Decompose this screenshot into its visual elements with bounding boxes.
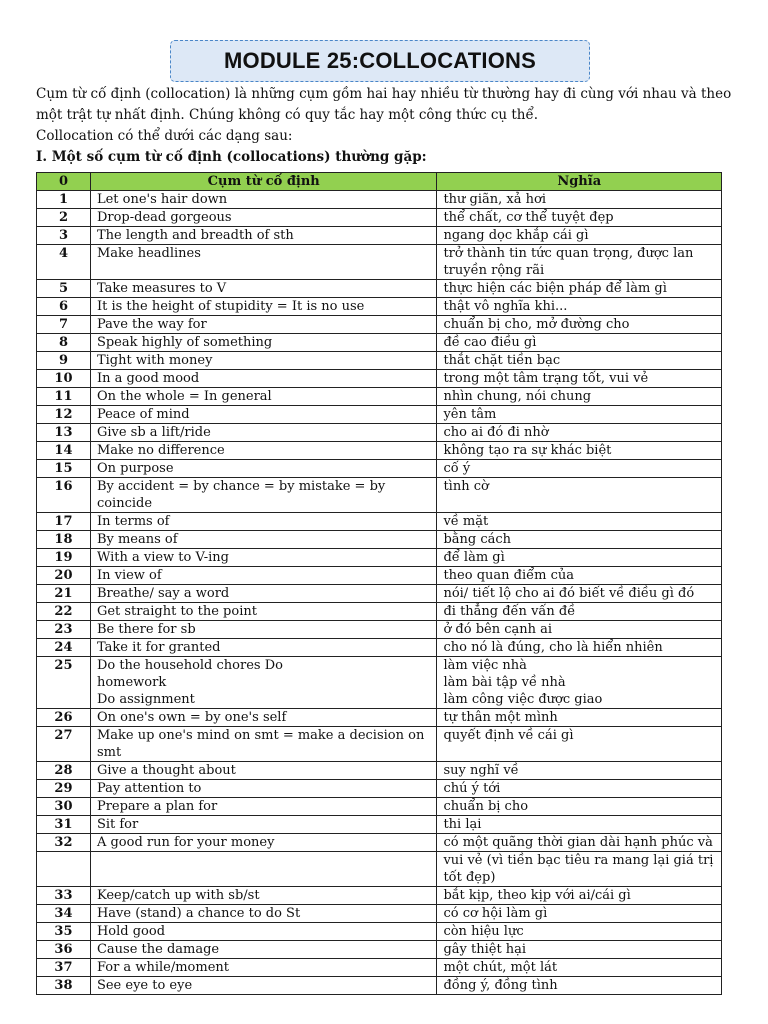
row-phrase: Peace of mind: [90, 406, 437, 424]
row-number: 24: [37, 639, 91, 657]
table-row: [37, 977, 722, 995]
table-body: [37, 191, 722, 995]
row-meaning: yên tâm: [437, 406, 722, 424]
row-phrase: By means of: [90, 531, 437, 549]
row-phrase: With a view to V-ing: [90, 549, 437, 567]
row-phrase: The length and breadth of sth: [90, 227, 437, 245]
row-number: [37, 852, 91, 887]
row-meaning: tự thân một mình: [437, 709, 722, 727]
row-phrase: Speak highly of something: [90, 334, 437, 352]
row-phrase: Tight with money: [90, 352, 437, 370]
row-number: 30: [37, 798, 91, 816]
table-row: [37, 834, 722, 852]
intro-paragraph: Cụm từ cố định (collocation) là những cụm gồm hai hay nhiều từ thường hay đi cùng với nhau và theo một trật tự nhất định. Chúng không có quy tắc hay một công thức cụ thể.: [36, 86, 732, 123]
row-meaning: đi thẳng đến vấn đề: [437, 603, 722, 621]
row-number: 6: [37, 298, 91, 316]
row-phrase: For a while/moment: [90, 959, 437, 977]
row-meaning: về mặt: [437, 513, 722, 531]
row-number: 27: [37, 727, 91, 762]
row-phrase: In view of: [90, 567, 437, 585]
row-meaning: thư giãn, xả hơi: [437, 191, 722, 209]
module-title-box: [170, 40, 590, 82]
row-number: 28: [37, 762, 91, 780]
row-number: 11: [37, 388, 91, 406]
table-row: [37, 567, 722, 585]
row-meaning: đề cao điều gì: [437, 334, 722, 352]
table-row: [37, 959, 722, 977]
row-phrase: Get straight to the point: [90, 603, 437, 621]
row-meaning: chuẩn bị cho, mở đường cho: [437, 316, 722, 334]
table-row: [37, 191, 722, 209]
table-row: [37, 352, 722, 370]
row-number: 13: [37, 424, 91, 442]
row-meaning: cho ai đó đi nhờ: [437, 424, 722, 442]
row-phrase: Make no difference: [90, 442, 437, 460]
row-meaning: tình cờ: [437, 478, 722, 513]
row-phrase: Keep/catch up with sb/st: [90, 887, 437, 905]
row-phrase: Make headlines: [90, 245, 437, 280]
row-number: 17: [37, 513, 91, 531]
row-meaning: cho nó là đúng, cho là hiển nhiên: [437, 639, 722, 657]
row-phrase: Have (stand) a chance to do St: [90, 905, 437, 923]
table-row: [37, 209, 722, 227]
row-meaning: thể chất, cơ thể tuyệt đẹp: [437, 209, 722, 227]
row-phrase: Pave the way for: [90, 316, 437, 334]
module-title: MODULE 25:COLLOCATIONS: [224, 48, 536, 73]
row-meaning: trong một tâm trạng tốt, vui vẻ: [437, 370, 722, 388]
intro-section: [36, 84, 736, 168]
table-header-row: [37, 173, 722, 191]
row-meaning: trở thành tin tức quan trọng, được lan truyền rộng rãi: [437, 245, 722, 280]
table-row: [37, 334, 722, 352]
row-meaning: có cơ hội làm gì: [437, 905, 722, 923]
header-number: 0: [37, 173, 91, 191]
row-number: 20: [37, 567, 91, 585]
table-row: [37, 762, 722, 780]
row-number: 33: [37, 887, 91, 905]
table-row: [37, 442, 722, 460]
row-phrase: Pay attention to: [90, 780, 437, 798]
row-meaning: chuẩn bị cho: [437, 798, 722, 816]
row-number: 9: [37, 352, 91, 370]
row-meaning: có một quãng thời gian dài hạnh phúc và: [437, 834, 722, 852]
row-phrase: See eye to eye: [90, 977, 437, 995]
row-meaning: suy nghĩ về: [437, 762, 722, 780]
table-row: [37, 298, 722, 316]
row-meaning: thực hiện các biện pháp để làm gì: [437, 280, 722, 298]
row-meaning: nhìn chung, nói chung: [437, 388, 722, 406]
row-phrase: Give sb a lift/ride: [90, 424, 437, 442]
table-row: [37, 316, 722, 334]
row-meaning: đồng ý, đồng tình: [437, 977, 722, 995]
row-meaning: cố ý: [437, 460, 722, 478]
table-row: [37, 424, 722, 442]
row-phrase: Give a thought about: [90, 762, 437, 780]
row-meaning: nói/ tiết lộ cho ai đó biết về điều gì đó: [437, 585, 722, 603]
table-row: [37, 513, 722, 531]
row-number: 26: [37, 709, 91, 727]
table-row: [37, 621, 722, 639]
row-phrase: On purpose: [90, 460, 437, 478]
row-phrase: Make up one's mind on smt = make a decision on smt: [90, 727, 437, 762]
row-phrase: Breathe/ say a word: [90, 585, 437, 603]
table-row: [37, 370, 722, 388]
row-phrase: On the whole = In general: [90, 388, 437, 406]
row-number: 22: [37, 603, 91, 621]
table-row: [37, 887, 722, 905]
table-row: [37, 585, 722, 603]
row-phrase: [90, 852, 437, 887]
row-phrase: Sit for: [90, 816, 437, 834]
table-row: [37, 531, 722, 549]
collocations-table: [36, 172, 722, 995]
row-phrase: It is the height of stupidity = It is no use: [90, 298, 437, 316]
row-meaning: ngang dọc khắp cái gì: [437, 227, 722, 245]
row-meaning: để làm gì: [437, 549, 722, 567]
table-row: [37, 657, 722, 709]
table-row: [37, 460, 722, 478]
row-phrase: Do the household chores Do homework Do assignment: [90, 657, 437, 709]
row-number: 32: [37, 834, 91, 852]
row-meaning: một chút, một lát: [437, 959, 722, 977]
row-number: 16: [37, 478, 91, 513]
row-phrase: Prepare a plan for: [90, 798, 437, 816]
row-number: 31: [37, 816, 91, 834]
row-number: 37: [37, 959, 91, 977]
row-number: 14: [37, 442, 91, 460]
table-row: [37, 780, 722, 798]
row-phrase: Take measures to V: [90, 280, 437, 298]
row-number: 15: [37, 460, 91, 478]
table-row: [37, 639, 722, 657]
table-row: [37, 406, 722, 424]
header-phrase: Cụm từ cố định: [90, 173, 437, 191]
row-meaning: chú ý tới: [437, 780, 722, 798]
table-row: [37, 709, 722, 727]
row-meaning: gây thiệt hại: [437, 941, 722, 959]
row-phrase: Cause the damage: [90, 941, 437, 959]
row-number: 10: [37, 370, 91, 388]
row-number: 5: [37, 280, 91, 298]
table-row: [37, 227, 722, 245]
row-meaning: thi lại: [437, 816, 722, 834]
table-row: [37, 549, 722, 567]
row-number: 36: [37, 941, 91, 959]
row-meaning: bằng cách: [437, 531, 722, 549]
row-number: 29: [37, 780, 91, 798]
row-number: 35: [37, 923, 91, 941]
row-phrase: Let one's hair down: [90, 191, 437, 209]
row-phrase: By accident = by chance = by mistake = by coincide: [90, 478, 437, 513]
row-number: 12: [37, 406, 91, 424]
row-phrase: Drop-dead gorgeous: [90, 209, 437, 227]
row-number: 4: [37, 245, 91, 280]
row-meaning: làm việc nhà làm bài tập về nhà làm công việc được giao: [437, 657, 722, 709]
row-number: 18: [37, 531, 91, 549]
table-row: [37, 727, 722, 762]
table-row: [37, 388, 722, 406]
row-meaning: không tạo ra sự khác biệt: [437, 442, 722, 460]
row-meaning: bắt kịp, theo kịp với ai/cái gì: [437, 887, 722, 905]
table-row: [37, 478, 722, 513]
row-number: 21: [37, 585, 91, 603]
row-number: 3: [37, 227, 91, 245]
header-meaning: Nghĩa: [437, 173, 722, 191]
row-meaning: quyết định về cái gì: [437, 727, 722, 762]
table-row: [37, 852, 722, 887]
table-row: [37, 905, 722, 923]
table-row: [37, 798, 722, 816]
row-phrase: Hold good: [90, 923, 437, 941]
row-number: 2: [37, 209, 91, 227]
intro-forms-line: Collocation có thể dưới các dạng sau:: [36, 128, 293, 144]
row-phrase: On one's own = by one's self: [90, 709, 437, 727]
table-row: [37, 603, 722, 621]
row-meaning: vui vẻ (vì tiền bạc tiêu ra mang lại giá trị tốt đẹp): [437, 852, 722, 887]
table-row: [37, 245, 722, 280]
row-phrase: A good run for your money: [90, 834, 437, 852]
row-number: 25: [37, 657, 91, 709]
row-number: 23: [37, 621, 91, 639]
row-number: 19: [37, 549, 91, 567]
row-meaning: thắt chặt tiền bạc: [437, 352, 722, 370]
row-meaning: theo quan điểm của: [437, 567, 722, 585]
table-row: [37, 923, 722, 941]
row-phrase: Be there for sb: [90, 621, 437, 639]
row-meaning: còn hiệu lực: [437, 923, 722, 941]
row-meaning: thật vô nghĩa khi...: [437, 298, 722, 316]
row-number: 7: [37, 316, 91, 334]
row-meaning: ở đó bên cạnh ai: [437, 621, 722, 639]
row-number: 1: [37, 191, 91, 209]
table-row: [37, 941, 722, 959]
section-heading: I. Một số cụm từ cố định (collocations) thường gặp:: [36, 149, 427, 165]
row-number: 38: [37, 977, 91, 995]
row-phrase: In a good mood: [90, 370, 437, 388]
table-row: [37, 280, 722, 298]
row-phrase: Take it for granted: [90, 639, 437, 657]
row-phrase: In terms of: [90, 513, 437, 531]
row-number: 34: [37, 905, 91, 923]
table-row: [37, 816, 722, 834]
row-number: 8: [37, 334, 91, 352]
